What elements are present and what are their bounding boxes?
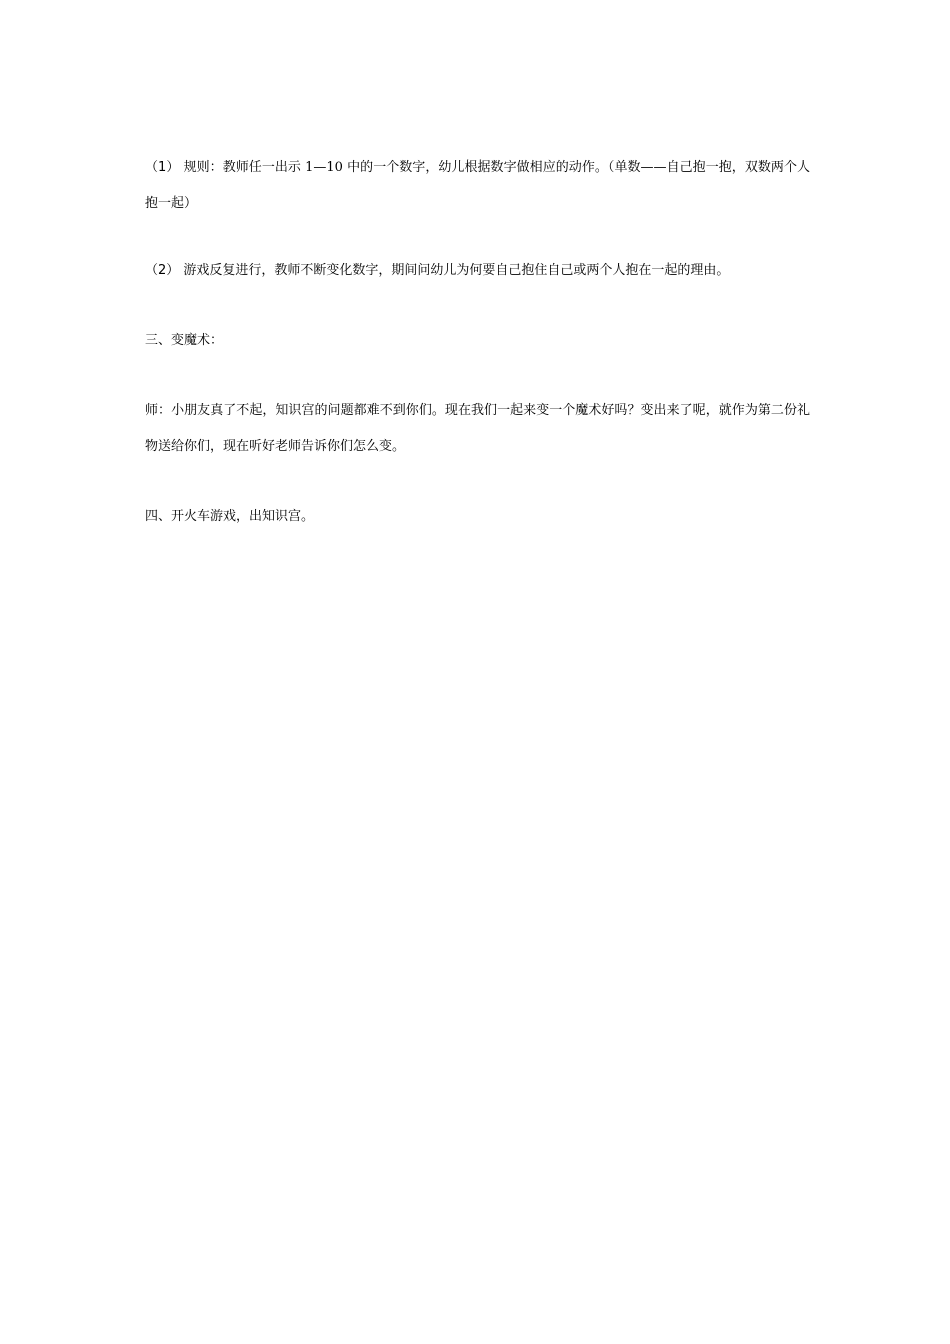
paragraph-prefix: （1） bbox=[145, 160, 180, 175]
paragraph-repeat-game bbox=[145, 253, 810, 289]
paragraph-text: 游戏反复进行，教师不断变化数字，期间问幼儿为何要自己抱住自己或两个人抱在一起的理由。 bbox=[179, 263, 730, 278]
paragraph-prefix: （2） bbox=[145, 263, 180, 278]
paragraph-text: 四、开火车游戏，出知识宫。 bbox=[145, 509, 315, 524]
section-heading-train-game bbox=[145, 499, 810, 535]
paragraph-text: 师：小朋友真了不起，知识宫的问题都难不到你们。现在我们一起来变一个魔术好吗？变出来了呢，就作为第二份礼物送给你们，现在听好老师告诉你们怎么变。 bbox=[145, 403, 810, 454]
paragraph-text: 三、变魔术： bbox=[145, 333, 224, 348]
section-heading-magic bbox=[145, 323, 810, 359]
paragraph-rules bbox=[145, 150, 810, 222]
paragraph-teacher-speech bbox=[145, 393, 810, 465]
paragraph-text: 规则：教师任一出示 1—10 中的一个数字，幼儿根据数字做相应的动作。（单数——自己抱一抱，双数两个人抱一起） bbox=[145, 160, 810, 211]
